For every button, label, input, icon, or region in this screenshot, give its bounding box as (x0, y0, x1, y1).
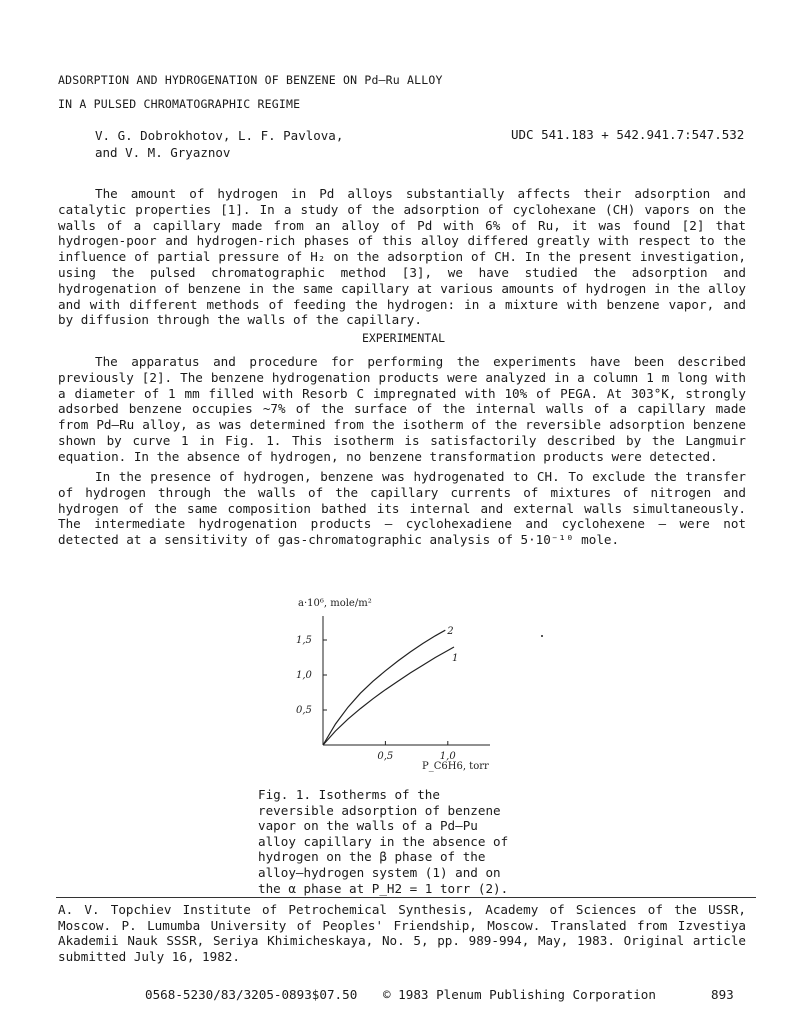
author-line-1: V. G. Dobrokhotov, L. F. Pavlova, (95, 128, 344, 143)
paragraph-intro (58, 186, 746, 328)
footer-code: 0568-5230/83/3205-0893$07.50 (145, 987, 358, 1002)
isotherm-chart (290, 588, 510, 788)
footnote-affiliation: A. V. Topchiev Institute of Petrochemical Synthesis, Academy of Sciences of the USSR, Moscow. P. Lumumba University of Peoples' Friendship, Moscow. Translated from Izvestiya Akademii Nauk SSSR, Seriya Khimicheskaya, No. 5, pp. 989-994, May, 1983. Original article submitted July 16, 1982. (58, 902, 746, 964)
footer-copyright: © 1983 Plenum Publishing Corporation (383, 987, 656, 1002)
curve-group (323, 626, 458, 745)
section-heading-experimental: EXPERIMENTAL (361, 331, 446, 345)
author-line-2: and V. M. Gryaznov (95, 145, 231, 160)
x-tick-label: 1,0 (439, 751, 456, 762)
y-tick-label: 1,0 (296, 670, 312, 681)
paragraph-hydrogenation-text: In the presence of hydrogen, benzene was hydrogenated to CH. To exclude the transfer of hydrogen through the walls of the capillary currents of mixtures of nitrogen and hydrogen of the same composition bathed its internal and external walls simultaneously. The intermediate hydrogenation products — cyclohexadiene and cyclohexene — were not detected at a sensitivity of gas-chromatographic analysis of 5·10⁻¹⁰ mole. (58, 469, 746, 548)
curve-2 (323, 630, 445, 745)
x-tick-group (377, 741, 456, 762)
stray-dot (541, 635, 543, 637)
curve-label-1: 1 (452, 653, 459, 664)
x-tick-label: 0,5 (377, 751, 394, 762)
y-tick-label: 1,5 (296, 635, 312, 646)
x-axis-label: P_C6H6, torr (422, 761, 489, 772)
article-title-line-2: IN A PULSED CHROMATOGRAPHIC REGIME (58, 97, 301, 111)
page-number: 893 (711, 987, 734, 1002)
article-title-line-1: ADSORPTION AND HYDROGENATION OF BENZENE ON Pd—Ru ALLOY (58, 73, 443, 87)
udc-classification: UDC 541.183 + 542.941.7:547.532 (511, 127, 745, 142)
paragraph-hydrogenation (58, 469, 746, 548)
y-axis-label: a·10⁶, mole/m² (298, 598, 372, 609)
author-list (95, 127, 343, 161)
y-tick-group (296, 635, 327, 716)
footnote-divider (56, 897, 756, 898)
curve-label-2: 2 (447, 626, 454, 638)
y-tick-label: 0,5 (296, 705, 312, 716)
figure-1 (290, 588, 510, 788)
figure-caption: Fig. 1. Isotherms of the reversible adsorption of benzene vapor on the walls of a Pd—Pu alloy capillary in the absence of hydrogen on the β phase of the alloy—hydrogen system (1) and on the α phase at P_H2 = 1 torr (2). (258, 787, 509, 896)
paragraph-intro-text: The amount of hydrogen in Pd alloys substantially affects their adsorption and catalytic properties [1]. In a study of the adsorption of cyclohexane (CH) vapors on the walls of a capillary made from an alloy of Pd with 6% of Ru, it was found [2] that hydrogen-poor and hydrogen-rich phases of this alloy differed greatly with respect to the influence of partial pressure of H₂ on the adsorption of CH. In the present investigation, using the pulsed chromatographic method [3], we have studied the adsorption and hydrogenation of benzene in the same capillary at various amounts of hydrogen in the alloy and with different methods of feeding the hydrogen: in a mixture with benzene vapor, and by diffusion through the walls of the capillary. (58, 186, 746, 328)
curve-1 (323, 647, 454, 745)
paragraph-apparatus (58, 354, 746, 465)
paragraph-apparatus-text: The apparatus and procedure for performing the experiments have been described previously [2]. The benzene hydrogenation products were analyzed in a column 1 m long with a diameter of 1 mm filled with Resorb C impregnated with 10% of PEGA. At 303°K, strongly adsorbed benzene occupies ~7% of the surface of the internal walls of a capillary made from Pd—Ru alloy, as was determined from the isotherm of the reversible adsorption benzene shown by curve 1 in Fig. 1. This isotherm is satisfactorily described by the Langmuir equation. In the absence of hydrogen, no benzene transformation products were detected. (58, 354, 746, 464)
